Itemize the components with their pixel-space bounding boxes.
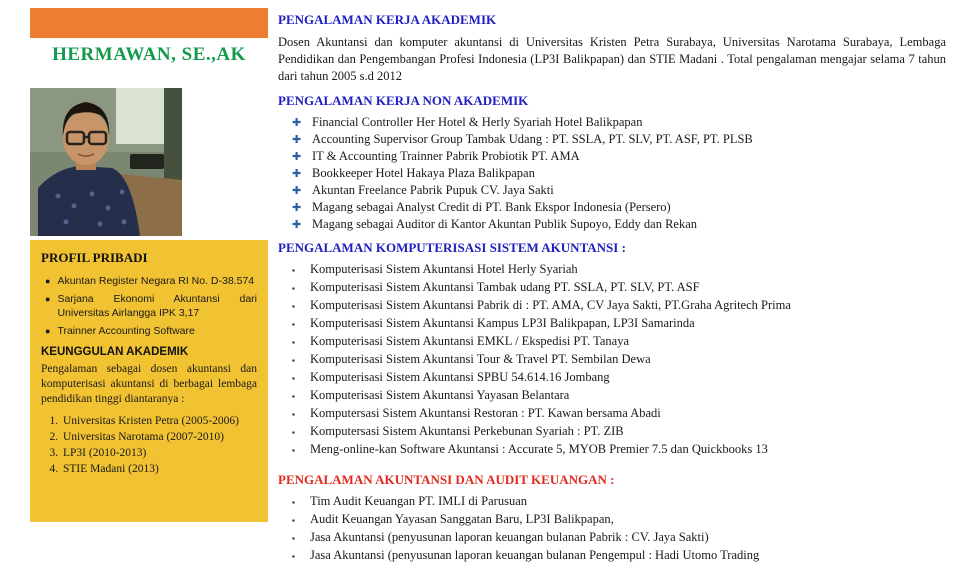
list-item-text: IT & Accounting Trainner Pabrik Probiotik PT. AMA	[312, 149, 580, 163]
square-bullet-icon: ▪	[292, 266, 295, 275]
candidate-name: HERMAWAN, SE.,AK	[52, 44, 246, 65]
list-item: 3. LP3I (2010-2013)	[61, 445, 257, 461]
cross-bullet-icon: ✚	[292, 134, 302, 146]
list-item-text: Magang sebagai Auditor di Kantor Akuntan Publik Supoyo, Eddy dan Rekan	[312, 217, 698, 231]
list-item-text: Akuntan Freelance Pabrik Pupuk CV. Jaya Sakti	[312, 183, 554, 197]
profile-photo-illustration	[30, 88, 182, 236]
cross-bullet-icon: ✚	[292, 168, 302, 180]
main-content	[278, 0, 946, 562]
list-item-text: Meng-online-kan Software Akuntansi : Accurate 5, MYOB Premier 7.5 dan Quickbooks 13	[310, 442, 768, 456]
profile-item-text: Trainner Accounting Software	[57, 325, 195, 337]
square-bullet-icon: ▪	[292, 552, 295, 561]
list-item-text: Komputerisasi Sistem Akuntansi Pabrik di : PT. AMA, CV Jaya Sakti, PT.Graha Agritech Prima	[310, 298, 791, 312]
section-heading-computerization: PENGALAMAN KOMPUTERISASI SISTEM AKUNTANSI :	[278, 240, 626, 255]
list-item-text: Komputerisasi Sistem Akuntansi Hotel Herly Syariah	[310, 262, 578, 276]
section-heading-audit: PENGALAMAN AKUNTANSI DAN AUDIT KEUANGAN :	[278, 472, 615, 487]
profile-list	[41, 274, 257, 338]
list-item	[292, 530, 946, 546]
list-item	[292, 298, 946, 314]
list-item-text: Bookkeeper Hotel Hakaya Plaza Balikpapan	[312, 166, 535, 180]
cross-bullet-icon: ✚	[292, 202, 302, 214]
square-bullet-icon: ▪	[292, 446, 295, 455]
cross-bullet-icon: ✚	[292, 219, 302, 231]
list-item-text: Accounting Supervisor Group Tambak Udang : PT. SSLA, PT. SLV, PT. ASF, PT. PLSB	[312, 132, 753, 146]
list-item	[292, 166, 946, 181]
list-item	[45, 274, 257, 288]
list-item	[292, 200, 946, 215]
list-item-text: Komputerisasi Sistem Akuntansi Kampus LP3I Balikpapan, LP3I Samarinda	[310, 316, 695, 330]
list-item-text: Jasa Akuntansi (penyusunan laporan keuangan bulanan Pabrik : CV. Jaya Sakti)	[310, 530, 709, 544]
square-bullet-icon: ▪	[292, 428, 295, 437]
list-item-text: Komputerisasi Sistem Akuntansi SPBU 54.614.16 Jombang	[310, 370, 610, 384]
profile-item-text: Sarjana Ekonomi Akuntansi dari Universitas Airlangga IPK 3,17	[57, 293, 257, 319]
list-item-text: Komputersasi Sistem Akuntansi Restoran : PT. Kawan bersama Abadi	[310, 406, 661, 420]
list-item-text: Audit Keuangan Yayasan Sanggatan Baru, LP3I Balikpapan,	[310, 512, 614, 526]
section-heading-academic: PENGALAMAN KERJA AKADEMIK	[278, 12, 497, 27]
square-bullet-icon: ▪	[292, 284, 295, 293]
list-item	[292, 548, 946, 564]
list-item	[292, 424, 946, 440]
square-bullet-icon: ▪	[292, 534, 295, 543]
orange-accent-bar	[30, 8, 268, 38]
list-item	[292, 370, 946, 386]
list-item	[292, 334, 946, 350]
list-item	[292, 316, 946, 332]
list-item-text: Tim Audit Keuangan PT. IMLI di Parusuan	[310, 494, 528, 508]
list-item	[292, 494, 946, 510]
list-item-text: Komputerisasi Sistem Akuntansi EMKL / Ekspedisi PT. Tanaya	[310, 334, 630, 348]
list-item-text: Komputerisasi Sistem Akuntansi Tambak udang PT. SSLA, PT. SLV, PT. ASF	[310, 280, 700, 294]
sidebar	[30, 8, 268, 522]
list-item-text: Komputerisasi Sistem Akuntansi Yayasan Belantara	[310, 388, 570, 402]
round-bullet-icon: ●	[45, 294, 51, 304]
square-bullet-icon: ▪	[292, 338, 295, 347]
list-item: 1. Universitas Kristen Petra (2005-2006)	[61, 413, 257, 429]
list-item	[292, 442, 946, 458]
list-item	[292, 512, 946, 528]
institution-list	[41, 413, 257, 477]
list-item-text: Komputerisasi Sistem Akuntansi Tour & Travel PT. Sembilan Dewa	[310, 352, 651, 366]
list-item-text: Financial Controller Her Hotel & Herly Syariah Hotel Balikpapan	[312, 115, 643, 129]
list-item: 4. STIE Madani (2013)	[61, 461, 257, 477]
round-bullet-icon: ●	[45, 276, 51, 286]
list-item-text: Magang sebagai Analyst Credit di PT. Bank Ekspor Indonesia (Persero)	[312, 200, 671, 214]
list-item	[292, 262, 946, 278]
list-item	[292, 352, 946, 368]
profile-photo	[30, 88, 182, 236]
cross-bullet-icon: ✚	[292, 151, 302, 163]
section-heading-non-academic: PENGALAMAN KERJA NON AKADEMIK	[278, 93, 529, 108]
list-item	[292, 406, 946, 422]
square-bullet-icon: ▪	[292, 410, 295, 419]
list-item-text: Komputersasi Sistem Akuntansi Perkebunan Syariah : PT. ZIB	[310, 424, 624, 438]
profile-heading: PROFIL PRIBADI	[41, 250, 148, 265]
list-item-text: Jasa Akuntansi (penyusunan laporan keuangan bulanan Pengempul : Hadi Utomo Trading	[310, 548, 760, 562]
list-item	[45, 292, 257, 320]
list-item: 2. Universitas Narotama (2007-2010)	[61, 429, 257, 445]
square-bullet-icon: ▪	[292, 356, 295, 365]
advantage-heading: KEUNGGULAN AKADEMIK	[41, 346, 189, 358]
cross-bullet-icon: ✚	[292, 185, 302, 197]
list-item	[292, 217, 946, 232]
profile-panel	[30, 240, 268, 522]
list-item	[292, 280, 946, 296]
academic-paragraph: Dosen Akuntansi dan komputer akuntansi di Universitas Kristen Petra Surabaya, Universitas Narotama Surabaya, Lembaga Pendidikan dan Pengembangan Profesi Indonesia (LP3I Balikpapan) dan STIE Madani . Total pengalaman mengajar selama 7 tahun dari tahun 2005 s.d 2012	[278, 35, 946, 83]
square-bullet-icon: ▪	[292, 516, 295, 525]
list-item	[292, 149, 946, 164]
profile-item-text: Akuntan Register Negara RI No. D-38.574	[57, 275, 255, 287]
square-bullet-icon: ▪	[292, 374, 295, 383]
list-item	[292, 388, 946, 404]
square-bullet-icon: ▪	[292, 302, 295, 311]
non-academic-list	[278, 115, 946, 232]
cross-bullet-icon: ✚	[292, 117, 302, 129]
list-item	[292, 115, 946, 130]
list-item	[292, 132, 946, 147]
computerization-list	[278, 262, 946, 458]
square-bullet-icon: ▪	[292, 392, 295, 401]
list-item	[292, 183, 946, 198]
advantage-text: Pengalaman sebagai dosen akuntansi dan komputerisasi akuntansi di berbagai lembaga pendidikan tinggi diantaranya :	[41, 363, 257, 405]
square-bullet-icon: ▪	[292, 320, 295, 329]
audit-list	[278, 494, 946, 564]
square-bullet-icon: ▪	[292, 498, 295, 507]
round-bullet-icon: ●	[45, 326, 51, 336]
list-item	[45, 324, 257, 338]
